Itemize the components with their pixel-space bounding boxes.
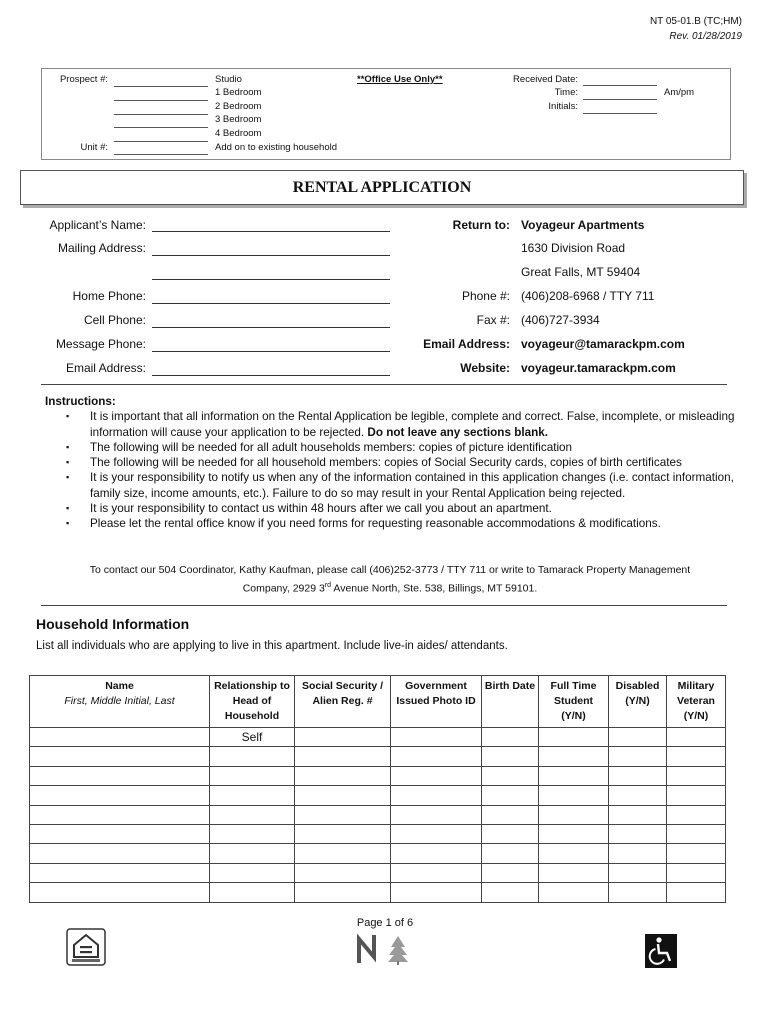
title-box xyxy=(20,170,744,205)
table-cell[interactable] xyxy=(482,824,539,843)
table-cell[interactable] xyxy=(295,747,391,766)
table-cell[interactable] xyxy=(667,766,726,785)
table-row xyxy=(30,786,726,805)
table-cell[interactable] xyxy=(482,844,539,863)
office-use-only: **Office Use Only** xyxy=(357,74,443,85)
col-veteran: Military Veteran (Y/N) xyxy=(667,676,726,728)
table-cell[interactable] xyxy=(609,728,667,747)
applicant-name-label: Applicant’s Name: xyxy=(49,218,146,232)
instructions-list xyxy=(45,409,735,531)
table-cell[interactable] xyxy=(210,766,295,785)
prospect-line-2[interactable] xyxy=(114,100,208,101)
instruction-item: ▪ It is your responsibility to notify us when any of the information contained in this application changes (i.e. contact information, family size, income amounts, etc.). Failure to do so may result in your Rental Application being rejected. xyxy=(45,470,735,501)
table-cell[interactable] xyxy=(210,824,295,843)
message-phone-label: Message Phone: xyxy=(55,337,146,351)
table-cell[interactable] xyxy=(295,863,391,882)
table-cell[interactable] xyxy=(539,766,609,785)
table-cell[interactable] xyxy=(210,844,295,863)
table-cell[interactable] xyxy=(295,766,391,785)
return-to-address2: Great Falls, MT 59404 xyxy=(521,265,641,279)
table-cell[interactable] xyxy=(391,844,482,863)
unit-type-2br: 2 Bedroom xyxy=(215,101,262,112)
mailing-address-label: Mailing Address: xyxy=(57,241,146,255)
table-cell[interactable] xyxy=(30,766,210,785)
instructions xyxy=(45,394,735,532)
table-row xyxy=(30,747,726,766)
cell-phone-field[interactable] xyxy=(152,327,390,328)
table-cell[interactable] xyxy=(30,728,210,747)
table-cell[interactable] xyxy=(539,844,609,863)
office-website-label: Website: xyxy=(460,361,510,375)
return-to-name: Voyageur Apartments xyxy=(521,218,645,232)
office-fax-label: Fax #: xyxy=(476,313,510,327)
table-cell[interactable] xyxy=(482,805,539,824)
table-cell[interactable] xyxy=(210,786,295,805)
table-cell[interactable] xyxy=(609,766,667,785)
table-cell[interactable] xyxy=(539,728,609,747)
table-cell[interactable] xyxy=(667,747,726,766)
table-cell[interactable] xyxy=(210,883,295,902)
prospect-line-5[interactable] xyxy=(114,141,208,142)
office-email[interactable]: voyageur@tamarackpm.com xyxy=(521,337,685,351)
prospect-line-3[interactable] xyxy=(114,114,208,115)
table-cell[interactable] xyxy=(210,863,295,882)
table-cell[interactable] xyxy=(295,844,391,863)
table-cell[interactable] xyxy=(667,805,726,824)
page-number: Page 1 of 6 xyxy=(356,917,414,929)
table-cell[interactable] xyxy=(539,747,609,766)
mailing-address-field-2[interactable] xyxy=(152,279,390,280)
table-cell[interactable] xyxy=(609,805,667,824)
table-cell[interactable] xyxy=(210,747,295,766)
table-cell[interactable] xyxy=(539,786,609,805)
prospect-line-1[interactable] xyxy=(114,86,208,87)
table-cell[interactable] xyxy=(391,805,482,824)
office-email-label: Email Address: xyxy=(423,337,510,351)
home-phone-label: Home Phone: xyxy=(72,289,146,303)
divider-household xyxy=(41,605,727,606)
table-cell[interactable] xyxy=(609,747,667,766)
office-phone: (406)208-6968 / TTY 711 xyxy=(521,289,655,303)
office-use-box xyxy=(41,68,731,160)
table-row xyxy=(30,883,726,902)
table-cell[interactable] xyxy=(539,824,609,843)
table-cell[interactable] xyxy=(609,863,667,882)
received-date-label: Received Date: xyxy=(513,74,578,85)
col-disabled: Disabled (Y/N) xyxy=(609,676,667,728)
initials-line[interactable] xyxy=(583,113,657,114)
table-cell[interactable] xyxy=(482,786,539,805)
table-row xyxy=(30,863,726,882)
table-cell[interactable] xyxy=(30,824,210,843)
office-fax: (406)727-3934 xyxy=(521,313,600,327)
table-cell[interactable] xyxy=(539,863,609,882)
table-cell[interactable] xyxy=(539,883,609,902)
table-cell[interactable] xyxy=(30,786,210,805)
instruction-item: ▪ The following will be needed for all household members: copies of Social Security cards, copies of birth certificates xyxy=(45,455,735,470)
table-cell[interactable] xyxy=(391,883,482,902)
household-header-row xyxy=(30,676,726,728)
table-cell[interactable] xyxy=(30,805,210,824)
col-name: Name First, Middle Initial, Last xyxy=(30,676,210,728)
table-row xyxy=(30,824,726,843)
table-cell[interactable] xyxy=(391,766,482,785)
revision-date: Rev. 01/28/2019 xyxy=(669,31,742,42)
table-cell[interactable] xyxy=(295,824,391,843)
table-cell[interactable] xyxy=(609,786,667,805)
table-cell[interactable] xyxy=(295,786,391,805)
unit-type-3br: 3 Bedroom xyxy=(215,114,262,125)
unit-type-studio: Studio xyxy=(215,74,242,85)
table-cell[interactable] xyxy=(30,747,210,766)
table-cell[interactable] xyxy=(30,883,210,902)
ampm-label: Am/pm xyxy=(664,87,695,98)
table-cell[interactable] xyxy=(539,805,609,824)
table-cell[interactable] xyxy=(667,728,726,747)
received-date-line[interactable] xyxy=(583,85,657,86)
table-cell[interactable] xyxy=(391,824,482,843)
time-line[interactable] xyxy=(583,99,657,100)
prospect-label: Prospect #: xyxy=(59,74,108,85)
table-cell[interactable] xyxy=(667,883,726,902)
table-cell[interactable] xyxy=(482,766,539,785)
table-cell[interactable] xyxy=(295,805,391,824)
table-cell[interactable] xyxy=(667,786,726,805)
form-code: NT 05-01.B (TC;HM) xyxy=(649,16,742,27)
table-cell[interactable] xyxy=(482,883,539,902)
unit-type-addon: Add on to existing household xyxy=(215,142,338,153)
table-cell[interactable] xyxy=(391,863,482,882)
household-title: Household Information xyxy=(36,616,190,632)
time-label: Time: xyxy=(554,87,578,98)
email-address-field[interactable] xyxy=(152,375,390,376)
instruction-item: ▪ Please let the rental office know if you need forms for requesting reasonable accommodations & modifications. xyxy=(45,516,735,531)
tamarack-logo-icon xyxy=(356,933,414,965)
table-cell[interactable] xyxy=(667,824,726,843)
unit-type-1br: 1 Bedroom xyxy=(215,87,262,98)
office-phone-label: Phone #: xyxy=(461,289,510,303)
table-cell[interactable] xyxy=(295,728,391,747)
table-cell[interactable] xyxy=(609,824,667,843)
unit-type-4br: 4 Bedroom xyxy=(215,128,262,139)
household-note: List all individuals who are applying to live in this apartment. Include live-in aides/ attendants. xyxy=(36,640,508,652)
table-row xyxy=(30,844,726,863)
unit-line[interactable] xyxy=(114,154,208,155)
initials-label: Initials: xyxy=(548,101,578,112)
table-cell[interactable] xyxy=(391,747,482,766)
table-cell[interactable] xyxy=(391,728,482,747)
instruction-item: ▪ The following will be needed for all adult households members: copies of picture identification xyxy=(45,440,735,455)
table-row xyxy=(30,728,726,747)
return-to-address1: 1630 Division Road xyxy=(521,241,626,255)
mailing-address-field-1[interactable] xyxy=(152,255,390,256)
table-cell[interactable] xyxy=(609,883,667,902)
table-row xyxy=(30,766,726,785)
table-cell[interactable] xyxy=(210,805,295,824)
table-cell[interactable] xyxy=(609,844,667,863)
page-title: RENTAL APPLICATION xyxy=(292,179,472,196)
office-website[interactable]: voyageur.tamarackpm.com xyxy=(521,361,676,375)
table-cell[interactable]: Self xyxy=(210,728,295,747)
col-student: Full Time Student (Y/N) xyxy=(539,676,609,728)
col-photo-id: Government Issued Photo ID xyxy=(391,676,482,728)
table-cell[interactable] xyxy=(667,863,726,882)
message-phone-field[interactable] xyxy=(152,351,390,352)
instruction-item: ▪ It is important that all information on the Rental Application be legible, complete and correct. False, incomplete, or misleading information will cause your application to be rejected. Do not leave any sections blank. xyxy=(45,409,735,440)
table-cell[interactable] xyxy=(391,786,482,805)
table-cell[interactable] xyxy=(482,863,539,882)
home-phone-field[interactable] xyxy=(152,303,390,304)
prospect-line-4[interactable] xyxy=(114,127,208,128)
form-code-block xyxy=(650,14,742,44)
return-to-label: Return to: xyxy=(452,218,510,232)
table-cell[interactable] xyxy=(295,883,391,902)
table-cell[interactable] xyxy=(482,728,539,747)
table-cell[interactable] xyxy=(482,747,539,766)
col-relationship: Relationship to Head of Household xyxy=(210,676,295,728)
cell-phone-label: Cell Phone: xyxy=(83,313,146,327)
equal-housing-opportunity-icon xyxy=(66,928,106,966)
table-cell[interactable] xyxy=(667,844,726,863)
table-row xyxy=(30,805,726,824)
coordinator-contact: To contact our 504 Coordinator, Kathy Kaufman, please call (406)252-3773 / TTY 711 or write to Tamarack Property Management Company, 2929 3rd Avenue North, Ste. 538, Billings, MT 59101. xyxy=(89,564,691,595)
divider-top xyxy=(41,384,727,385)
col-birth-date: Birth Date xyxy=(482,676,539,728)
instruction-item: ▪ It is your responsibility to contact us within 48 hours after we call you about an apartment. xyxy=(45,501,735,516)
email-address-label: Email Address: xyxy=(65,361,146,375)
instructions-heading: Instructions: xyxy=(45,395,116,408)
household-table xyxy=(29,675,726,903)
table-cell[interactable] xyxy=(30,844,210,863)
col-ssn: Social Security / Alien Reg. # xyxy=(295,676,391,728)
table-cell[interactable] xyxy=(30,863,210,882)
unit-label: Unit #: xyxy=(80,142,108,153)
wheelchair-accessibility-icon xyxy=(645,934,677,968)
